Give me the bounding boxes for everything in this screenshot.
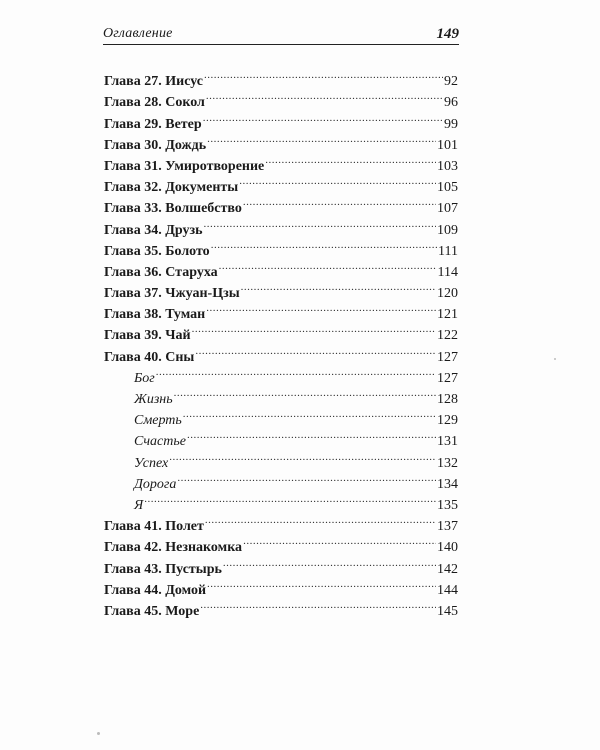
toc-chapter-title: Чай xyxy=(165,328,191,344)
toc-subentry-title: Я xyxy=(134,497,144,513)
toc-dot-leader xyxy=(206,297,436,318)
header-title: Оглавление xyxy=(103,26,173,41)
toc-chapter-title: Полет xyxy=(165,519,204,535)
toc-subentry-title: Смерть xyxy=(134,413,182,429)
toc-dot-leader xyxy=(187,424,436,445)
toc-chapter-title: Море xyxy=(165,603,200,619)
toc-chapter-title: Старуха xyxy=(165,264,218,280)
toc-subentry-title: Дорога xyxy=(134,476,177,492)
toc-chapter-title: Умиротворение xyxy=(165,158,265,174)
scan-speck xyxy=(554,358,556,360)
toc-subentry xyxy=(104,361,458,386)
toc-page-number: 114 xyxy=(437,264,458,280)
toc-dot-leader xyxy=(144,488,436,509)
toc-page-number: 135 xyxy=(437,497,458,513)
toc-subentry-title: Счастье xyxy=(134,434,186,450)
toc-entry-label xyxy=(104,601,199,622)
toc-entry-label xyxy=(104,92,205,113)
toc-chapter-number: Глава 31. xyxy=(104,158,162,174)
toc-dot-leader xyxy=(243,530,436,551)
running-header xyxy=(103,26,459,45)
toc-page-number: 142 xyxy=(437,561,458,577)
toc-entry-label xyxy=(104,71,203,92)
toc-page-number: 105 xyxy=(437,180,458,196)
toc-chapter-number: Глава 33. xyxy=(104,201,162,217)
toc-dot-leader xyxy=(219,255,437,276)
toc-chapter-number: Глава 38. xyxy=(104,307,162,323)
toc-dot-leader xyxy=(207,128,436,149)
toc-page-number: 132 xyxy=(437,455,458,471)
toc-page-number: 122 xyxy=(437,328,458,344)
toc-chapter-number: Глава 28. xyxy=(104,95,162,111)
toc-chapter-number: Глава 41. xyxy=(104,519,162,535)
toc-chapter-number: Глава 43. xyxy=(104,561,162,577)
toc-dot-leader xyxy=(207,573,436,594)
toc-chapter-number: Глава 42. xyxy=(104,540,162,556)
toc-chapter-title: Ветер xyxy=(165,116,202,132)
toc-dot-leader xyxy=(200,594,436,615)
toc-dot-leader xyxy=(265,149,436,170)
toc-chapter-title: Сокол xyxy=(165,95,205,111)
toc-chapter-title: Документы xyxy=(165,180,239,196)
toc-chapter-number: Глава 34. xyxy=(104,222,162,238)
toc-chapter-title: Сны xyxy=(165,349,195,365)
toc-entry-label xyxy=(104,580,206,601)
toc-chapter-title: Болото xyxy=(165,243,210,259)
toc-chapter-title: Дождь xyxy=(165,137,207,153)
toc-page-number: 145 xyxy=(437,603,458,619)
toc-page-number: 103 xyxy=(437,158,458,174)
toc-chapter-number: Глава 44. xyxy=(104,582,162,598)
toc-entry-label xyxy=(104,262,218,283)
toc-entry-label xyxy=(104,241,210,262)
toc-dot-leader xyxy=(205,509,436,530)
toc-page-number: 101 xyxy=(437,137,458,153)
toc-chapter-title: Домой xyxy=(165,582,207,598)
toc-chapter-title: Незнакомка xyxy=(165,540,243,556)
toc-entry-label xyxy=(104,516,204,537)
toc-entry-label xyxy=(104,220,203,241)
toc-dot-leader xyxy=(239,170,436,191)
toc-chapter-number: Глава 40. xyxy=(104,349,162,365)
toc-page-number: 99 xyxy=(444,116,458,132)
toc-page-number: 127 xyxy=(437,349,458,365)
toc-subentry-title: Бог xyxy=(134,370,155,386)
toc-chapter-title: Пустырь xyxy=(165,561,222,577)
toc-chapter-number: Глава 32. xyxy=(104,180,162,196)
toc-entry-label xyxy=(104,135,206,156)
toc-entry-label xyxy=(104,559,222,580)
toc-dot-leader xyxy=(192,318,436,339)
toc-chapter-number: Глава 29. xyxy=(104,116,162,132)
toc-entry-label xyxy=(104,114,202,135)
toc-chapter-title: Туман xyxy=(165,307,206,323)
toc-subentry xyxy=(104,488,458,513)
toc-chapter-number: Глава 45. xyxy=(104,603,162,619)
toc-page-number: 140 xyxy=(437,540,458,556)
toc-dot-leader xyxy=(183,403,436,424)
toc-subentry xyxy=(104,382,458,407)
toc-chapter-number: Глава 27. xyxy=(104,74,162,90)
toc-dot-leader xyxy=(204,64,443,85)
scan-speck xyxy=(97,732,100,735)
toc-entry xyxy=(104,509,458,535)
toc-page-number: 127 xyxy=(437,370,458,386)
toc-page-number: 128 xyxy=(437,392,458,407)
toc-entry-label xyxy=(104,304,205,325)
toc-dot-leader xyxy=(241,276,436,297)
toc-dot-leader xyxy=(195,339,436,360)
toc-page-number: 111 xyxy=(438,243,458,259)
toc-page-number: 92 xyxy=(444,74,458,90)
toc-dot-leader xyxy=(203,106,443,127)
toc-page-number: 134 xyxy=(437,476,458,492)
toc-page-number: 121 xyxy=(437,307,458,323)
toc-dot-leader xyxy=(174,382,436,403)
toc-dot-leader xyxy=(204,212,436,233)
toc-chapter-title: Волшебство xyxy=(165,201,242,217)
toc-chapter-number: Глава 39. xyxy=(104,328,162,344)
toc-page-number: 96 xyxy=(444,95,458,111)
toc-entry-label xyxy=(104,537,242,558)
toc-page-number: 144 xyxy=(437,582,458,598)
toc-chapter-title: Друзь xyxy=(165,222,203,238)
toc-chapter-title: Чжуан-Цзы xyxy=(165,286,240,302)
toc-page-number: 131 xyxy=(437,434,458,450)
toc-dot-leader xyxy=(177,467,436,488)
toc-entry xyxy=(104,64,458,90)
header-page-number: 149 xyxy=(436,26,459,42)
toc-subentry-title: Жизнь xyxy=(134,392,173,407)
toc-page-number: 137 xyxy=(437,519,458,535)
toc-chapter-number: Глава 35. xyxy=(104,243,162,259)
toc-chapter-number: Глава 36. xyxy=(104,264,162,280)
table-of-contents xyxy=(104,64,458,619)
toc-dot-leader xyxy=(243,191,436,212)
toc-chapter-title: Иисус xyxy=(165,74,204,90)
toc-dot-leader xyxy=(156,361,436,382)
toc-entry-label xyxy=(104,325,191,346)
toc-page-number: 107 xyxy=(437,201,458,217)
toc-chapter-number: Глава 37. xyxy=(104,286,162,302)
toc-page-number: 109 xyxy=(437,222,458,238)
toc-page-number: 129 xyxy=(437,413,458,429)
toc-dot-leader xyxy=(206,85,443,106)
toc-dot-leader xyxy=(169,445,436,466)
toc-dot-leader xyxy=(211,234,437,255)
toc-chapter-number: Глава 30. xyxy=(104,137,162,153)
toc-dot-leader xyxy=(223,551,436,572)
toc-entry-label xyxy=(104,177,238,198)
toc-subentry-title: Успех xyxy=(134,455,169,471)
toc-page-number: 120 xyxy=(437,286,458,302)
